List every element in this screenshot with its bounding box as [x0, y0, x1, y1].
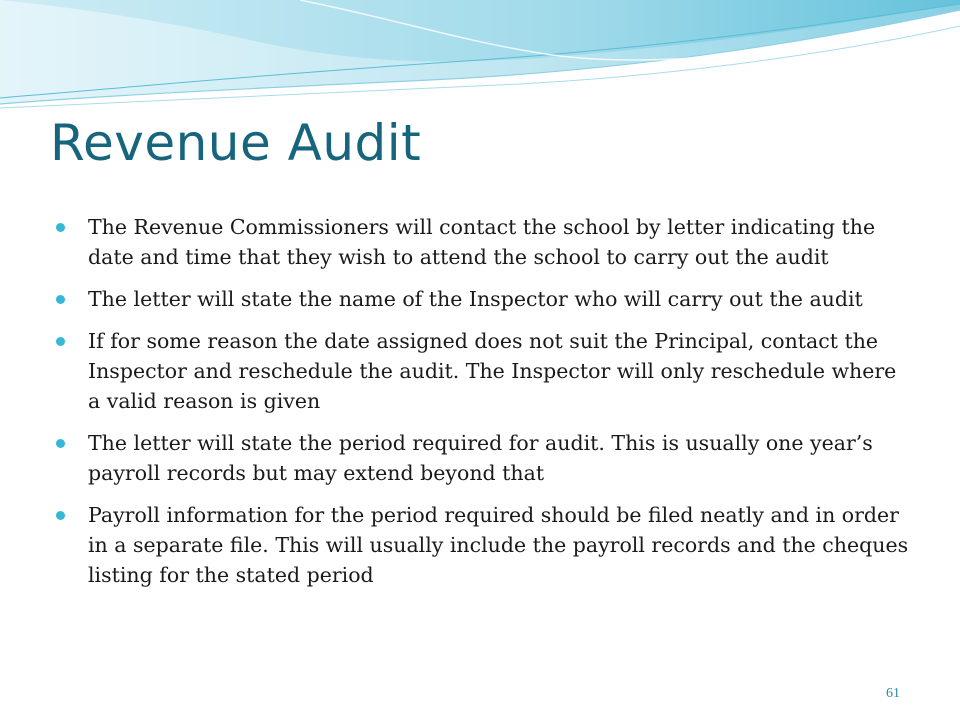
bullet-text: If for some reason the date assigned does not suit the Principal, contact the Inspector and reschedule the audit. The Inspector will only reschedule where a valid reason is given: [88, 329, 897, 413]
bullet-dot-icon: [56, 295, 65, 304]
bullet-item: [52, 428, 912, 488]
bullet-dot-icon: [56, 511, 65, 520]
bullet-list: [52, 212, 912, 602]
bullet-item: [52, 212, 912, 272]
bullet-text: The letter will state the period required for audit. This is usually one year’s payroll records but may extend beyond that: [88, 431, 873, 485]
header-wave-decoration: [0, 0, 960, 120]
slide-title: Revenue Audit: [50, 114, 422, 172]
page-number: 61: [886, 686, 900, 701]
bullet-item: [52, 284, 912, 314]
bullet-dot-icon: [56, 223, 65, 232]
bullet-item: [52, 326, 912, 416]
bullet-text: The Revenue Commissioners will contact the school by letter indicating the date and time that they wish to attend the school to carry out the audit: [88, 215, 876, 269]
bullet-item: [52, 500, 912, 590]
bullet-text: The letter will state the name of the Inspector who will carry out the audit: [88, 287, 863, 311]
bullet-text: Payroll information for the period required should be filed neatly and in order in a separate file. This will usually include the payroll records and the cheques listing for the stated period: [88, 503, 909, 587]
bullet-dot-icon: [56, 439, 65, 448]
bullet-dot-icon: [56, 337, 65, 346]
